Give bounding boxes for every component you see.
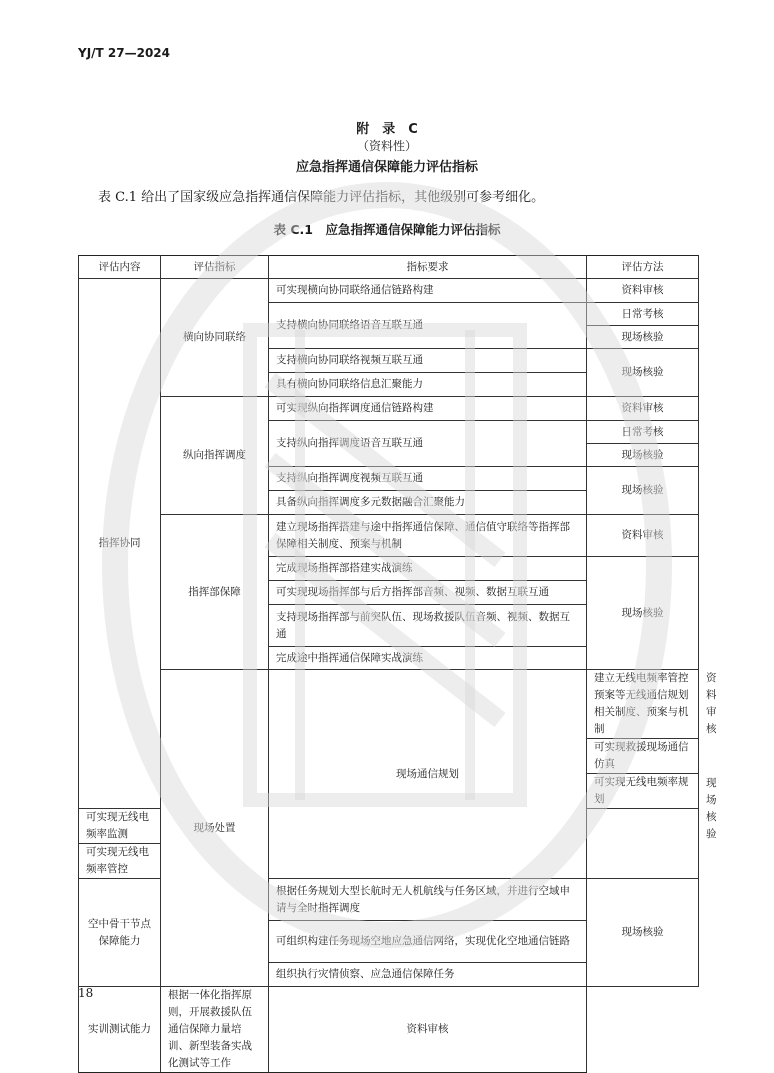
requirement-cell: 具有横向协同联络信息汇聚能力	[269, 373, 587, 397]
requirement-cell: 支持横向协同联络视频互联互通	[269, 349, 587, 373]
table-row: 现场处置 现场通信规划 建立无线电频率管控预案等无线通信规划相关制度、预案与机制 资料审核	[79, 670, 699, 739]
page-number: 18	[78, 986, 94, 1000]
header-indicator: 评估指标	[161, 256, 269, 279]
indicator-cell: 纵向指挥调度	[161, 397, 269, 515]
method-cell: 日常考核	[587, 421, 699, 444]
content-cell: 现场处置	[161, 670, 269, 987]
requirement-cell: 根据一体化指挥原则，开展救援队伍通信保障力量培训、新型装备实战化测试等工作	[161, 987, 269, 1073]
indicator-table	[78, 255, 717, 1073]
requirement-cell: 可实现无线电频率监测	[79, 809, 161, 844]
document-code: YJ/T 27—2024	[78, 46, 170, 60]
header-requirement: 指标要求	[269, 256, 587, 279]
table-header-row	[79, 256, 699, 279]
appendix-title: 附 录 C	[356, 122, 418, 137]
table-row	[79, 987, 699, 1073]
requirement-cell: 可实现横向协同联络通信链路构建	[269, 279, 587, 303]
table-row: 可实现救援现场通信仿真 现场核验	[79, 739, 699, 774]
requirement-cell: 支持横向协同联络语音互联互通	[269, 303, 587, 349]
indicator-cell: 横向协同联络	[161, 279, 269, 397]
requirement-cell: 完成现场指挥部搭建实战演练	[269, 557, 587, 581]
header-method: 评估方法	[587, 256, 699, 279]
requirement-cell: 可实现救援现场通信仿真	[587, 739, 699, 774]
requirement-cell: 可实现纵向指挥调度通信链路构建	[269, 397, 587, 421]
indicator-cell: 空中骨干节点保障能力	[79, 879, 161, 987]
method-cell: 资料审核	[587, 515, 699, 557]
appendix-name: 应急指挥通信保障能力评估指标	[295, 160, 478, 175]
requirement-cell: 可实现现场指挥部与后方指挥部音频、视频、数据互联互通	[269, 581, 587, 605]
method-cell: 现场核验	[587, 879, 699, 987]
appendix-nature: （资料性）	[356, 139, 417, 153]
method-cell: 资料审核	[587, 397, 699, 421]
method-cell: 资料审核	[269, 987, 587, 1073]
requirement-cell: 具备纵向指挥调度多元数据融合汇聚能力	[269, 491, 587, 515]
requirement-cell: 可组织构建任务现场空地应急通信网络，实现优化空地通信链路	[269, 921, 587, 963]
indicator-cell: 实训测试能力	[79, 987, 161, 1073]
requirement-cell: 组织执行灾情侦察、应急通信保障任务	[269, 963, 587, 987]
method-cell: 现场核验	[587, 326, 699, 349]
method-cell: 日常考核	[587, 303, 699, 326]
method-cell: 现场核验	[587, 349, 699, 397]
requirement-cell: 根据任务规划大型长航时无人机航线与任务区域，并进行空域申请与全时指挥调度	[269, 879, 587, 921]
method-cell: 现场核验	[587, 467, 699, 515]
table-caption: 表 C.1 应急指挥通信保障能力评估指标	[273, 222, 501, 237]
indicator-cell: 现场通信规划	[269, 670, 587, 879]
requirement-cell: 建立无线电频率管控预案等无线通信规划相关制度、预案与机制	[587, 670, 699, 739]
table-row	[79, 515, 699, 557]
method-cell: 现场核验	[587, 444, 699, 467]
requirement-cell: 支持纵向指挥调度语音互联互通	[269, 421, 587, 467]
header-content: 评估内容	[79, 256, 161, 279]
requirement-cell: 可实现无线电频率管控	[79, 844, 161, 879]
table-row	[79, 279, 699, 303]
requirement-cell: 建立现场指挥搭建与途中指挥通信保障、通信值守联络等指挥部保障相关制度、预案与机制	[269, 515, 587, 557]
table-row	[79, 397, 699, 421]
method-cell: 现场核验	[587, 557, 699, 670]
requirement-cell: 支持纵向指挥调度视频互联互通	[269, 467, 587, 491]
requirement-cell: 支持现场指挥部与前突队伍、现场救援队伍音频、视频、数据互通	[269, 605, 587, 647]
indicator-cell: 指挥部保障	[161, 515, 269, 670]
intro-paragraph: 表 C.1 给出了国家级应急指挥通信保障能力评估指标，其他级别可参考细化。	[98, 190, 545, 205]
method-cell: 资料审核	[587, 279, 699, 303]
content-cell: 指挥协同	[79, 279, 161, 809]
requirement-cell: 完成途中指挥通信保障实战演练	[269, 647, 587, 670]
requirement-cell: 可实现无线电频率规划	[587, 774, 699, 809]
